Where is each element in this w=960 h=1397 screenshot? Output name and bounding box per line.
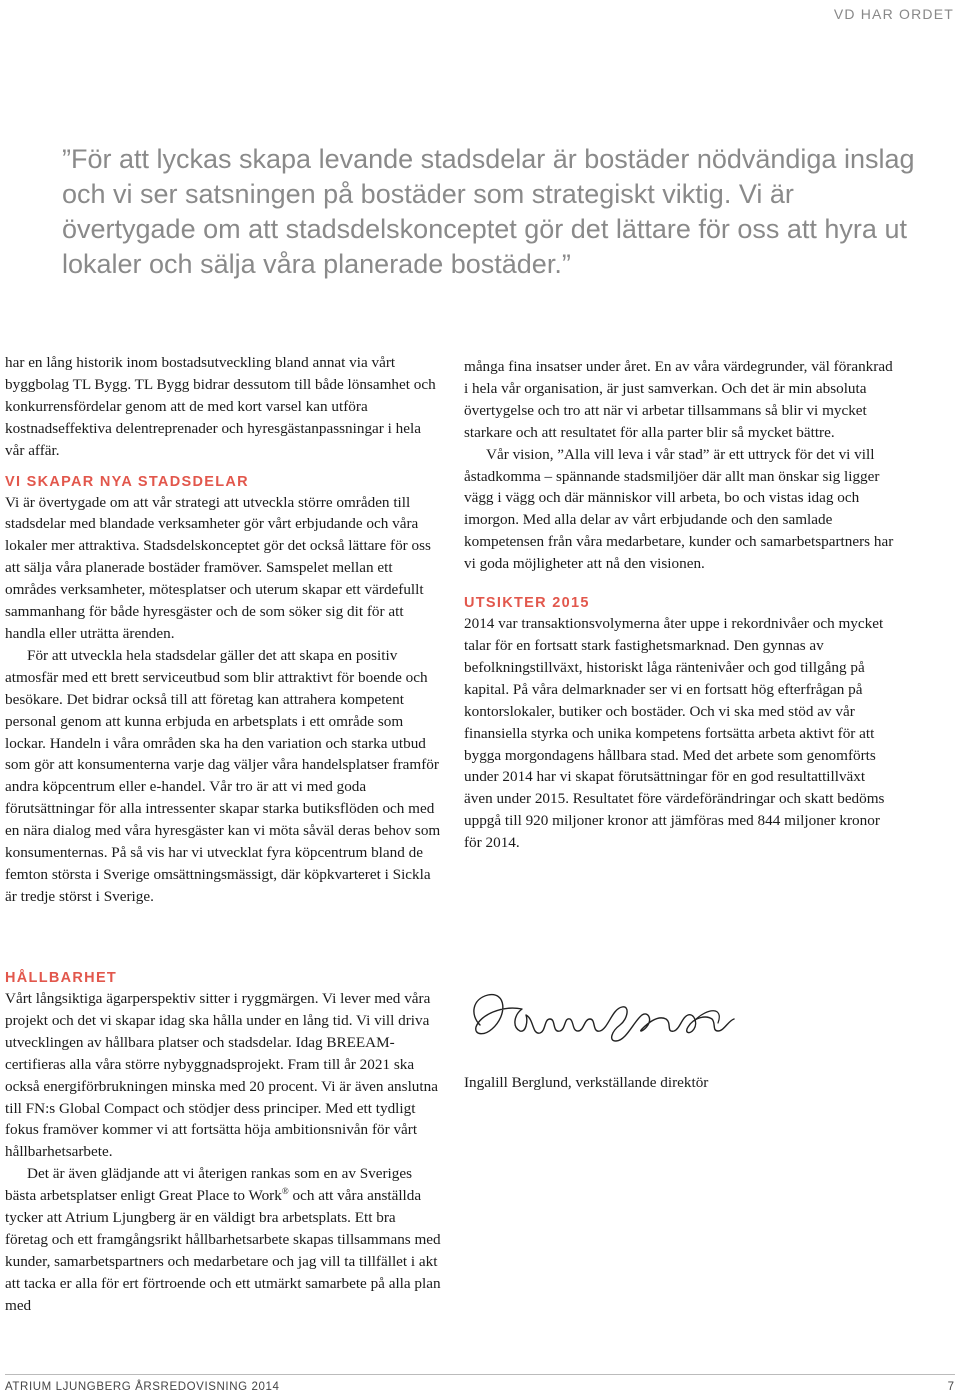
heading-utsikter: UTSIKTER 2015 (464, 595, 590, 612)
right-paragraph-2: Vår vision, ”Alla vill leva i vår stad” är ett uttryck för det vi vill åstadkomma – spännande stadsmiljöer där allt man önskar sig ligger vägg i vägg och där människor vill arbeta, bo och vistas idag och imorgon. Med alla delar av vårt erbjudande och den samlade kompetensen från våra medarbetare, kunder och samarbetspartners har vi goda möjligheter att nå den visionen. (464, 445, 894, 573)
stadsdelar-paragraph-2: För att utveckla hela stadsdelar gäller det att skapa en positiv atmosfär med ett brett serviceutbud som blir attraktivt för boende och besökare. Det bidrar också till att företag kan attrahera kompetent personal genom att kunna erbjuda en arbetsplats i ett område som lockar. Handeln i våra områden ska ha den variation och starka utbud som gör att konsumenterna varje dag väljer våra handelsplatser framför andra köpcentrum eller e-handel. Vår tro är att vi med goda förutsättningar för alla intressenter skapar starka butiksflöden och med en nära dialog med våra hyresgäster kan vi möta såväl deras behov som konsumenternas. På så vis har vi utvecklat fyra köpcentrum bland de femton största i Sverige omsättningsmässigt, där köpkvarteret i Sickla är tredje störst i Sverige. (5, 646, 441, 905)
footer-page-number: 7 (947, 1381, 954, 1393)
hallbarhet-paragraph-1: Vårt långsiktiga ägarperspektiv sitter i ryggmärgen. Vi lever med våra projekt och det vi skapar idag ska hålla under en lång tid. Vi vill driva utvecklingen av hållbara platser och stadsdelar. Idag BREEAM-certifieras alla våra större nybyggnadsprojekt. Fram till år 2021 ska också energiförbrukningen minska med 20 procent. Vi är även anslutna till FN:s Global Compact och stödjer dess principer. Med ett tydligt fokus framöver kommer vi att fortsätta höja ambitionsnivån för vårt hållbarhetsarbete. (5, 990, 438, 1161)
hallbarhet-paragraph-2-a: Det är även glädjande att vi återigen rankas som en av Sveriges bästa arbetsplatser enligt Great Place to Work (5, 1165, 413, 1205)
pull-quote: ”För att lyckas skapa levande stadsdelar är bostäder nödvändiga inslag och vi ser satsningen på bostäder som strategiskt viktig. Vi är övertygade om att stadsdelskonceptet gör det lättare för oss att hyra ut lokaler och sälja våra planerade bostäder.” (62, 144, 915, 279)
signature-graphic (462, 985, 762, 1055)
signature-image (462, 985, 762, 1055)
left-column-top (5, 352, 441, 908)
section-label: VD HAR ORDET (833, 6, 954, 22)
utsikter-paragraph: 2014 var transaktionsvolymerna åter uppe i rekordnivåer och mycket talar för en fortsatt stark fastighetsmarknad. Den gynnas av befolkningstillväxt, historiskt låga räntenivåer och god tillgång på kapital. På våra delmarknader ser vi en fortsatt hög efterfrågan på kontorslokaler, butiker och bostäder. Och vi ska med stöd av vår finansiella styrka och unika kompetens fortsätta arbeta aktivt för att bygga morgondagens hållbara stad. Med det arbete som genomförts under 2014 har vi skapat förutsättningar för en god resultattillväxt även under 2015. Resultatet före värdeförändringar och skatt bedöms uppgå till 920 miljoner kronor att jämföras med 844 miljoner kronor för 2014. (464, 615, 885, 852)
registered-mark: ® (281, 1186, 289, 1197)
heading-hallbarhet: HÅLLBARHET (5, 970, 118, 986)
hallbarhet-paragraph-2-b: och att våra anställda tycker att Atrium Ljungberg är en väldigt bra arbetsplats. Ett bra företag och ett framgångsrikt hållbarhetsarbete skapas tillsammans med kunder, samarbetspartners och medarbetare och jag vill ta tillfället i akt att tacka er alla för ert förtroende och ett utmärkt samarbete på alla plan med (5, 1187, 441, 1314)
right-paragraph-1: många fina insatser under året. En av våra värdegrunder, väl förankrad i hela vår organisation, är just samverkan. Och det är min absoluta övertygelse och tro att när vi arbetar tillsammans så blir vi mycket starkare och att resultatet för alla parter blir så mycket bättre. (464, 358, 893, 441)
right-column (464, 356, 896, 854)
signature-name: Ingalill Berglund, verkställande direktör (464, 1074, 709, 1091)
footer-divider (5, 1374, 955, 1375)
intro-paragraph: har en lång historik inom bostadsutveckling bland annat via vårt byggbolag TL Bygg. TL Bygg bidrar dessutom till både lönsamhet och konkurrensfördelar genom att de med kort varsel kan utföra kostnadseffektiva delentreprenader och hyresgästanpassningar i hela vår affär. (5, 354, 436, 459)
hallbarhet-paragraph-2 (5, 1163, 441, 1316)
stadsdelar-paragraph-1: Vi är övertygade om att vår strategi att utveckla större områden till stadsdelar med blandade verksamheter gör vårt erbjudande och våra lokaler mer attraktiva. Stadsdelskonceptet gör det också lättare för oss att sälja våra planerade bostäder framöver. Samspelet mellan ett områdes verksamheter, mötesplatser och uterum skapar ett värdefullt sammanhang för både hyresgäster och de som söker sig dit för att handla eller uträtta ärenden. (5, 493, 431, 642)
heading-stadsdelar: VI SKAPAR NYA STADSDELAR (5, 473, 249, 490)
left-column-bottom (5, 968, 441, 1317)
footer-publication: ATRIUM LJUNGBERG ÅRSREDOVISNING 2014 (5, 1381, 280, 1393)
